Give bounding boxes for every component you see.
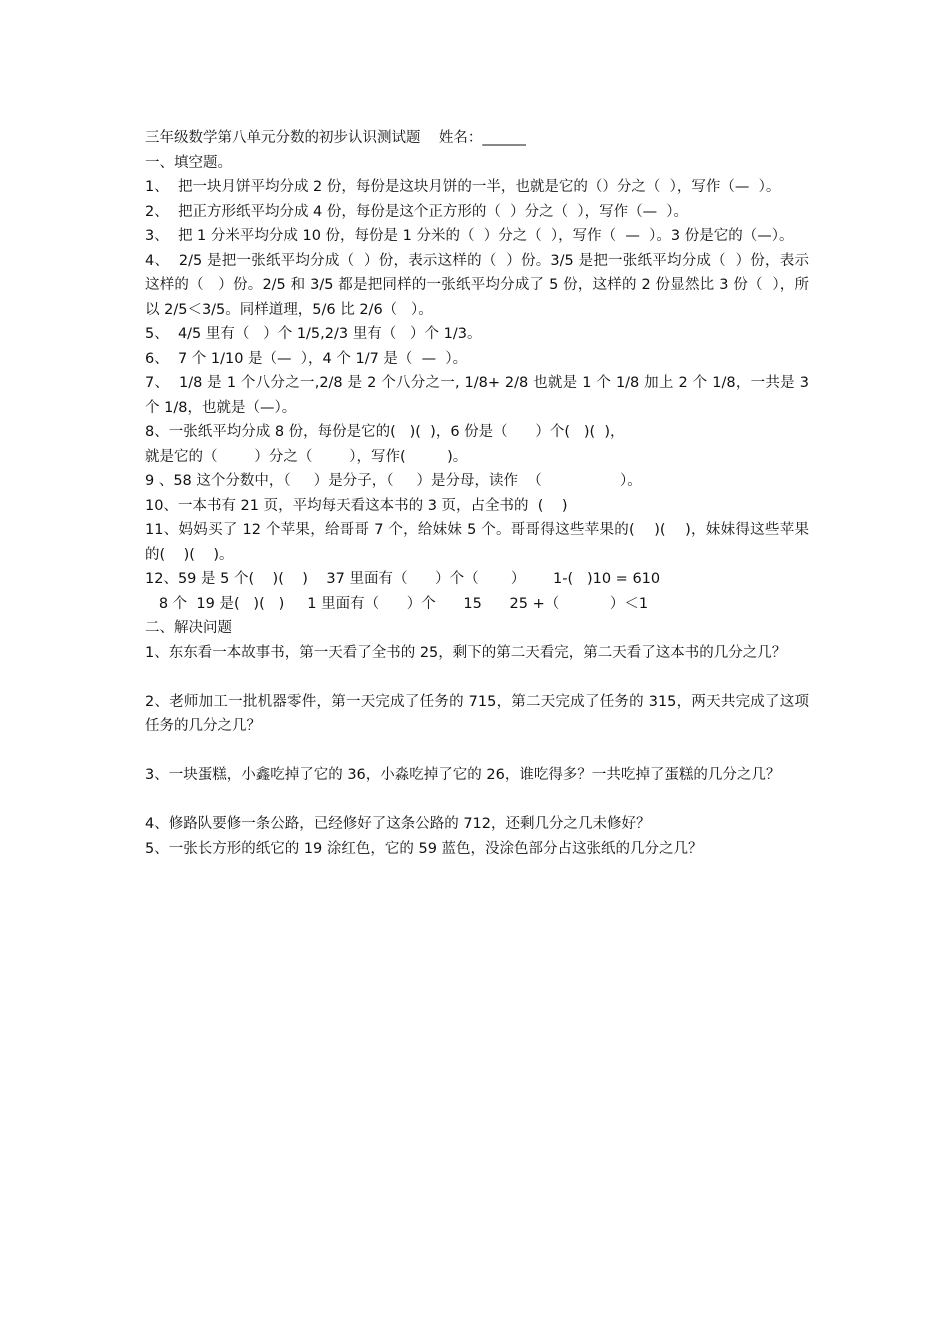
blank-space — [145, 788, 809, 813]
question-12-line-2: 8 个 19 是( )( ) 1 里面有（ ）个 15 25 +（ ）＜1 — [145, 595, 649, 612]
question-6: 6、 7 个 1/10 是（— ），4 个 1/7 是（ — ）。 — [145, 350, 468, 367]
document-title: 三年级数学第八单元分数的初步认识测试题 姓名：______ — [145, 130, 526, 146]
question-12-line-1: 12、59 是 5 个( )( ) 37 里面有（ ）个（ ） 1-( )10 = 610 — [145, 571, 661, 587]
question-3: 3、 把 1 分米平均分成 10 份，每份是 1 分米的（ ）分之（ ），写作（ — ）。3 份是它的（—）。 — [145, 228, 794, 244]
blank-space — [145, 665, 809, 690]
document-page — [145, 126, 814, 861]
question-9: 9 、58 这个分数中，（ ）是分子，（ ）是分母，读作 （ ）。 — [145, 473, 642, 489]
section-heading-problems: 二、解决问题 — [145, 620, 232, 636]
question-10: 10、一本书有 21 页，平均每天看这本书的 3 页，占全书的 ( ) — [145, 497, 568, 514]
problem-2: 2、老师加工一批机器零件，第一天完成了任务的 715，第二天完成了任务的 315，两天共完成了这项任务的几分之几？ — [145, 693, 809, 734]
question-8-line-2: 就是它的（ ）分之（ ），写作( )。 — [145, 448, 468, 465]
problem-1: 1、东东看一本故事书，第一天看了全书的 25，剩下的第二天看完，第二天看了这本书的几分之几？ — [145, 644, 787, 661]
problem-3: 3、一块蛋糕，小鑫吃掉了它的 36，小淼吃掉了它的 26，谁吃得多？一共吃掉了蛋糕的几分之几？ — [145, 767, 781, 783]
question-2: 2、 把正方形纸平均分成 4 份，每份是这个正方形的（ ）分之（ ），写作（— ）。 — [145, 203, 689, 220]
question-4: 4、 2/5 是把一张纸平均分成（ ）份，表示这样的（ ）份。3/5 是把一张纸平均分成（ ）份，表示这样的（ ）份。2/5 和 3/5 都是把同样的一张纸平均分成了 5 份，这样的 2 份显然比 3 份（ ），所以 2/5＜3/5。同样道理，5/6 比 2/6（ ）。 — [145, 252, 809, 318]
question-8-line-1: 8、一张纸平均分成 8 份，每份是它的( )( )，6 份是（ ）个( )( )， — [145, 424, 625, 440]
question-1: 1、 把一块月饼平均分成 2 份，每份是这块月饼的一半，也就是它的（）分之（ ），写作（— ）。 — [145, 179, 781, 195]
blank-space — [145, 739, 809, 764]
question-11: 11、妈妈买了 12 个苹果，给哥哥 7 个，给妹妹 5 个。哥哥得这些苹果的( )( )，妹妹得这些苹果的( )( )。 — [145, 522, 809, 563]
problem-4: 4、修路队要修一条公路，已经修好了这条公路的 712，还剩几分之几未修好？ — [145, 816, 651, 832]
section-heading-fill-blanks: 一、填空题。 — [145, 154, 232, 171]
question-5: 5、 4/5 里有（ ）个 1/5,2/3 里有（ ）个 1/3。 — [145, 326, 482, 342]
problem-5: 5、一张长方形的纸它的 19 涂红色，它的 59 蓝色，没涂色部分占这张纸的几分之几？ — [145, 840, 703, 857]
question-7: 7、 1/8 是 1 个八分之一,2/8 是 2 个八分之一, 1/8+ 2/8 也就是 1 个 1/8 加上 2 个 1/8，一共是 3 个 1/8，也就是（—）。 — [145, 375, 814, 416]
